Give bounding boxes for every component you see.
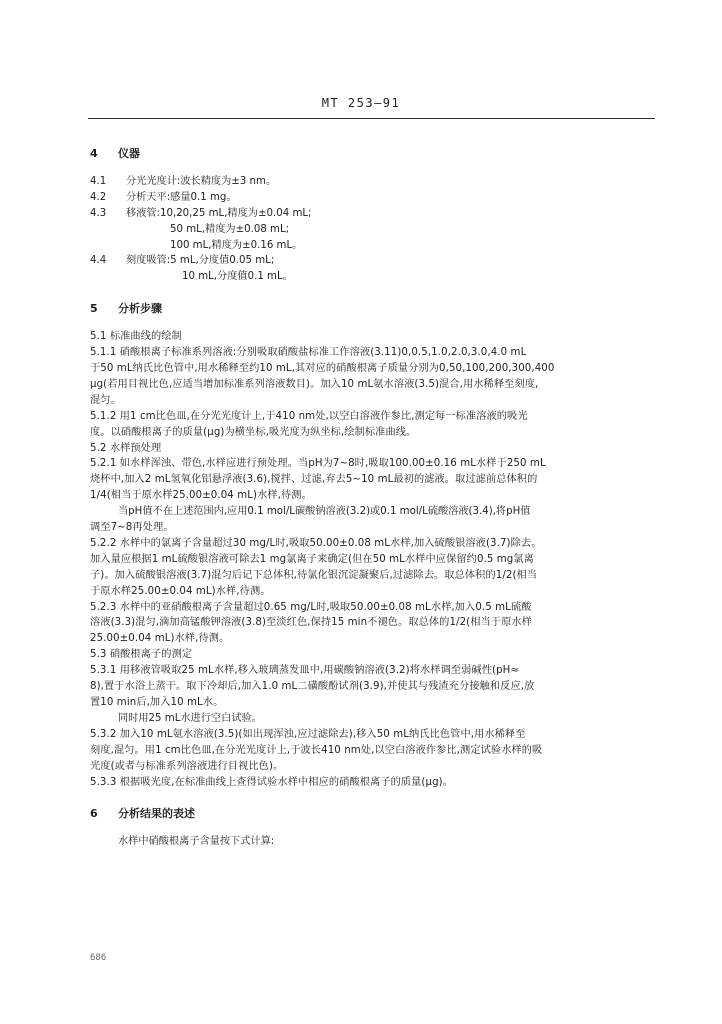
list-item-continuation: 10 mL,分度值0.1 mL。	[182, 271, 293, 283]
section-4-heading	[90, 146, 656, 162]
paragraph-line: 子)。加入硫酸银溶液(3.7)混匀后记下总体积,待氯化银沉淀凝聚后,过滤除去。取总体积的1/2(相当	[90, 569, 538, 581]
paragraph-line: 于原水样25.00±0.04 mL)水样,待测。	[90, 585, 271, 597]
paragraph-line: 光度(或者与标准系列溶液进行目视比色)。	[90, 760, 284, 772]
paragraph-line: 5.1.2 用1 cm比色皿,在分光光度计上,于410 nm处,以空白溶液作参比,测定每一标准溶液的吸光	[90, 410, 528, 422]
list-item: 4.3 移液管:10,20,25 mL,精度为±0.04 mL;	[90, 207, 312, 219]
document-body	[90, 140, 656, 850]
section-number: 5	[90, 302, 98, 316]
paragraph-line: 烧杯中,加入2 mL氢氧化铝悬浮液(3.6),搅拌、过滤,弃去5~10 mL最初的滤液。取过滤前总体积的	[90, 474, 538, 486]
paragraph-line: 于50 mL纳氏比色管中,用水稀释至约10 mL,其对应的硝酸根离子质量分别为0,50,100,200,300,400	[90, 362, 555, 374]
paragraph-line: 同时用25 mL水进行空白试验。	[118, 712, 262, 724]
subsection-5-1: 5.1 标准曲线的绘制	[90, 331, 182, 343]
paragraph-line: 5.2.2 水样中的氯离子含量超过30 mg/L时,吸取50.00±0.08 mL水样,加入硫酸银溶液(3.7)除去。	[90, 537, 542, 549]
list-item: 4.2 分析天平:感量0.1 mg。	[90, 191, 237, 203]
paragraph-line: 1/4(相当于原水样25.00±0.04 mL)水样,待测。	[90, 490, 312, 502]
section-number: 6	[90, 807, 98, 821]
section-6-heading	[90, 806, 656, 822]
section-title: 仪器	[118, 147, 140, 160]
paragraph-line: 25.00±0.04 mL)水样,待测。	[90, 633, 230, 645]
subsection-5-3: 5.3 硝酸根离子的测定	[90, 649, 193, 661]
paragraph-line: 5.3.3 根据吸光度,在标准曲线上查得试验水样中相应的硝酸根离子的质量(μg)。	[90, 776, 454, 788]
paragraph-line: 8),置于水浴上蒸干。取下冷却后,加入1.0 mL二磺酸酚试剂(3.9),并使其与残渣充分接触和反应,放	[90, 681, 535, 693]
standard-code-header: MT 253—91	[321, 96, 401, 110]
section-number: 4	[90, 147, 98, 160]
list-item: 4.1 分光光度计:波长精度为±3 nm。	[90, 175, 277, 187]
paragraph-line: 调至7~8再处理。	[90, 522, 174, 534]
list-item-continuation: 100 mL,精度为±0.16 mL。	[170, 239, 303, 251]
subsection-5-2: 5.2 水样预处理	[90, 442, 162, 454]
section-title: 分析步骤	[118, 302, 162, 316]
list-item: 4.4 刻度吸管:5 mL,分度值0.05 mL;	[90, 255, 275, 267]
paragraph-line: 混匀。	[90, 394, 121, 406]
paragraph-line: 溶液(3.3)混匀,滴加高锰酸钾溶液(3.8)至淡红色,保持15 min不褪色。取总体的1/2(相当于原水样	[90, 617, 532, 629]
paragraph-line: μg(若用目视比色,应适当增加标准系列溶液数目)。加入10 mL氨水溶液(3.5)混合,用水稀释至刻度,	[90, 378, 539, 390]
paragraph-line: 水样中硝酸根离子含量按下式计算:	[118, 836, 275, 848]
list-item-continuation: 50 mL,精度为±0.08 mL;	[170, 223, 290, 235]
section-5-heading	[90, 301, 656, 317]
paragraph-line: 置10 min后,加入10 mL水。	[90, 697, 224, 708]
paragraph-line: 5.3.1 用移液管吸取25 mL水样,移入玻璃蒸发皿中,用碳酸钠溶液(3.2)将水样调至弱碱性(pH≈	[90, 665, 520, 677]
header-rule	[88, 118, 655, 119]
paragraph-line: 刻度,混匀。用1 cm比色皿,在分光光度计上,于波长410 nm处,以空白溶液作参比,测定试验水样的吸	[90, 744, 543, 756]
section-title: 分析结果的表述	[118, 807, 195, 821]
paragraph-line: 加入量应根据1 mL硫酸银溶液可除去1 mg氯离子来确定(但在50 mL水样中应保留约0.5 mg氯离	[90, 553, 534, 565]
paragraph-line: 度。以硝酸根离子的质量(μg)为横坐标,吸光度为纵坐标,绘制标准曲线。	[90, 426, 417, 438]
paragraph-line: 5.1.1 硝酸根离子标准系列溶液:分别吸取硝酸盐标准工作溶液(3.11)0,0.5,1.0,2.0,3.0,4.0 mL	[90, 347, 527, 359]
page-number: 686	[90, 953, 107, 963]
paragraph-line: 5.2.3 水样中的亚硝酸根离子含量超过0.65 mg/L时,吸取50.00±0.08 mL水样,加入0.5 mL硫酸	[90, 601, 532, 613]
paragraph-line: 5.3.2 加入10 mL氨水溶液(3.5)(如出现浑浊,应过滤除去),移入50 mL纳氏比色管中,用水稀释至	[90, 728, 526, 740]
paragraph-line: 5.2.1 如水样浑浊、带色,水样应进行预处理。当pH为7~8时,吸取100.00±0.16 mL水样于250 mL	[90, 458, 546, 470]
paragraph-line: 当pH值不在上述范围内,应用0.1 mol/L碳酸钠溶液(3.2)或0.1 mol/L硫酸溶液(3.4),将pH值	[118, 506, 531, 518]
